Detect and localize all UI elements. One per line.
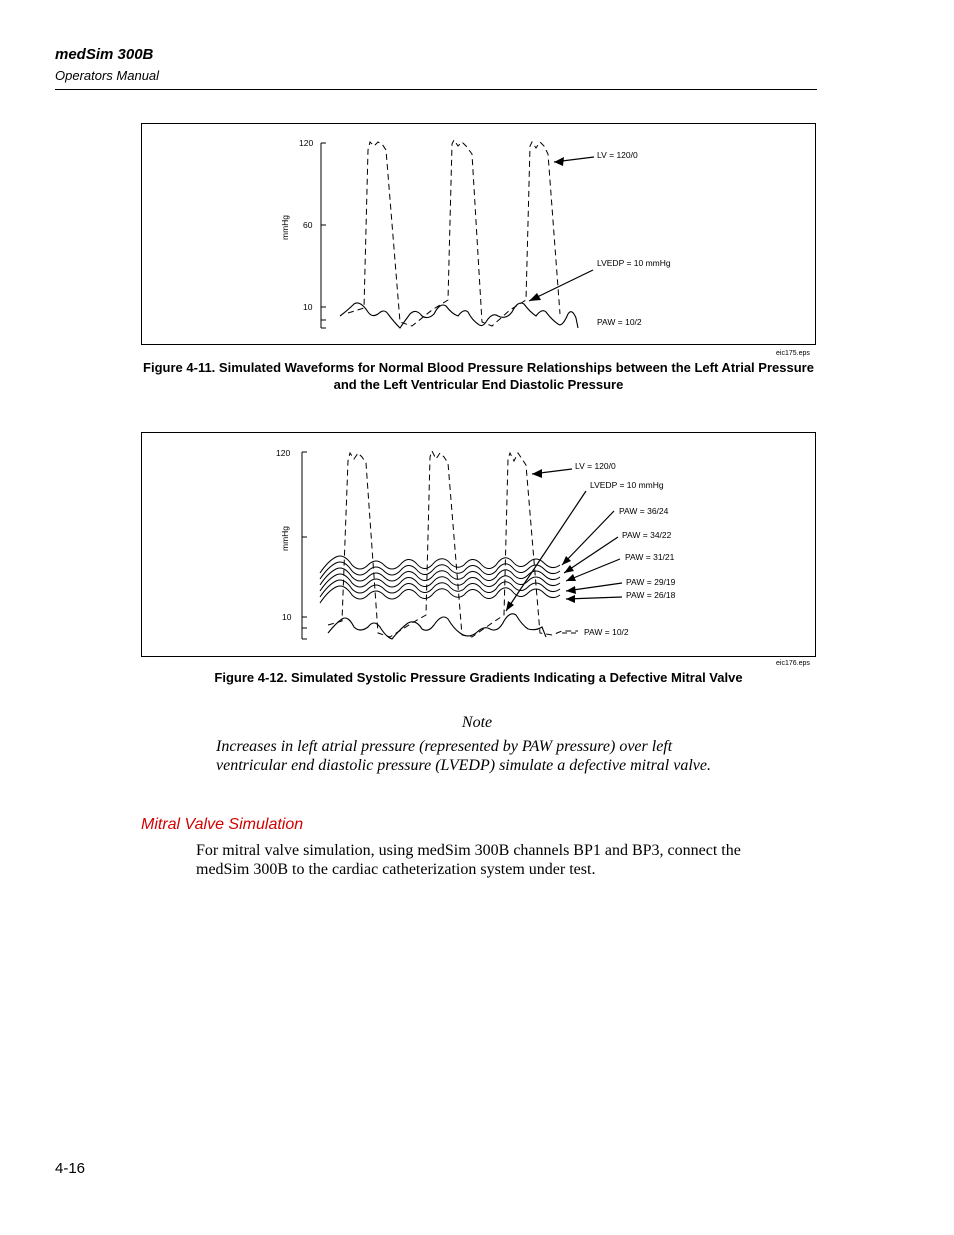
ytick-10: 10 (282, 612, 292, 622)
ytick-60: 60 (303, 220, 313, 230)
section-paragraph: For mitral valve simulation, using medSim 300B channels BP1 and BP3, connect the medSim 300B to the cardiac catheterization system under test. (196, 842, 741, 878)
figure-4-12-waveforms (142, 433, 817, 658)
lv-pointer-arrow (532, 469, 572, 478)
paw-waveform (340, 303, 578, 328)
note-heading: Note (461, 714, 493, 731)
figure-4-11 (141, 123, 816, 345)
figure-4-11-caption: Figure 4-11. Simulated Waveforms for Normal Blood Pressure Relationships between the Left Atrial Pressure and the Left Ventricular End Diastolic Pressure (143, 360, 814, 392)
lv-waveform (328, 451, 578, 637)
label-paw: PAW = 10/2 (597, 317, 642, 327)
paw-31-21-arrow (566, 559, 620, 581)
paw-29-19-arrow (566, 583, 622, 594)
lv-waveform (348, 140, 560, 326)
paw-extra-waveform (320, 586, 560, 603)
y-axis-label: mmHg (280, 525, 290, 551)
page-number: 4-16 (55, 1160, 86, 1177)
y-axis (321, 143, 326, 328)
ytick-120: 120 (299, 138, 314, 148)
figure-4-11-waveforms (142, 124, 817, 346)
lv-pointer-arrow (554, 157, 594, 166)
label-lv: LV = 120/0 (575, 461, 616, 471)
ytick-10: 10 (303, 302, 313, 312)
label-paw-26-18: PAW = 26/18 (626, 590, 676, 600)
label-paw-10-2: PAW = 10/2 (584, 627, 629, 637)
figure-4-11-filename: eic175.eps (776, 350, 810, 357)
elevated-paw-waveforms (320, 556, 560, 603)
paw-10-2-waveform (328, 614, 546, 639)
figure-4-12 (141, 432, 816, 657)
section-heading: Mitral Valve Simulation (141, 816, 304, 833)
label-paw-31-21: PAW = 31/21 (625, 552, 675, 562)
manual-subtitle: Operators Manual (55, 68, 160, 83)
y-axis-label: mmHg (280, 214, 290, 240)
header-rule (55, 89, 817, 90)
paw-26-18-arrow (566, 595, 622, 603)
y-axis (302, 452, 307, 639)
figure-4-12-caption: Figure 4-12. Simulated Systolic Pressure Gradients Indicating a Defective Mitral Valve (214, 670, 743, 685)
ytick-120: 120 (276, 448, 291, 458)
figure-4-12-filename: eic176.eps (776, 660, 810, 667)
label-lvedp: LVEDP = 10 mmHg (597, 258, 671, 268)
label-paw-29-19: PAW = 29/19 (626, 577, 676, 587)
label-lv: LV = 120/0 (597, 150, 638, 160)
label-paw-36-24: PAW = 36/24 (619, 506, 669, 516)
label-lvedp: LVEDP = 10 mmHg (590, 480, 664, 490)
lvedp-pointer-arrow (529, 270, 593, 301)
manual-title: medSim 300B (55, 46, 154, 63)
label-paw-34-22: PAW = 34/22 (622, 530, 672, 540)
note-body: Increases in left atrial pressure (represented by PAW pressure) over left ventricular end diastolic pressure (LVEDP) simulate a defective mitral valve. (216, 738, 711, 774)
